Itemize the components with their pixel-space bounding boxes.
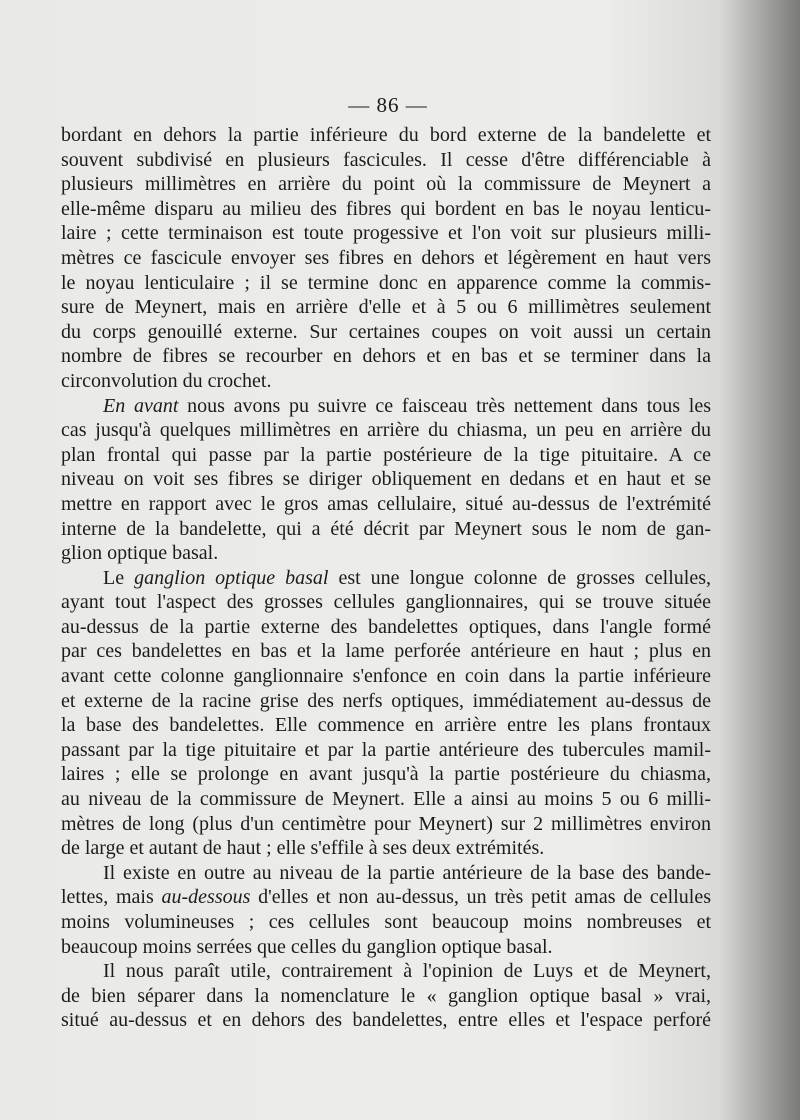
italic-phrase: En avant (103, 394, 179, 417)
text-line: moins volumineuses ; ces cellules sont beaucoup moins nombreuses et (61, 911, 711, 933)
text-line: sure de Meynert, mais en arrière d'elle et à 5 ou 6 millimètres seulement (61, 296, 711, 319)
text-line: laires ; elle se prolonge en avant jusqu'à la partie postérieure du chiasma, (61, 763, 711, 786)
text-line: par ces bandelettes en bas et la lame perforée antérieure en haut ; plus en (61, 640, 711, 663)
text-line: situé au-dessus et en dehors des bandelettes, entre elles et l'espace perforé (61, 1009, 711, 1032)
paragraph-start-line: Il nous paraît utile, contrairement à l'opinion de Luys et de Meynert, (103, 960, 711, 983)
text-line: plan frontal qui passe par la partie postérieure de la tige pituitaire. A ce (61, 443, 711, 466)
italic-phrase: au-dessous (161, 886, 251, 909)
body-text (61, 123, 711, 1033)
text-line: ayant tout l'aspect des grosses cellules ganglionnaires, qui se trouve située (61, 591, 711, 614)
text-line: elle-même disparu au milieu des fibres qui bordent en bas le noyau lenticu- (61, 197, 711, 220)
paragraph-start-line: En avant nous avons pu suivre ce faisceau très nettement dans tous les (103, 394, 711, 417)
text-line: le noyau lenticulaire ; il se termine donc en apparence comme la commis- (61, 271, 711, 294)
paragraph-end-line: de large et autant de haut ; elle s'effile à ses deux extrémités. (61, 837, 545, 860)
text-line: souvent subdivisé en plusieurs fascicules. Il cesse d'être différenciable à (61, 148, 711, 171)
page-number: — 86 — (348, 93, 428, 117)
paragraph-end-line: circonvolution du crochet. (61, 369, 272, 392)
text-line: passant par la tige pituitaire et par la partie antérieure des tubercules mamil- (61, 738, 711, 761)
text-line: de bien séparer dans la nomenclature le « ganglion optique basal » vrai, (61, 984, 711, 1007)
paragraph-start-line: Il existe en outre au niveau de la partie antérieure de la base des bande- (103, 861, 711, 884)
text-line: nombre de fibres se recourber en dehors et en bas et se terminer dans la (61, 345, 711, 368)
text-line: la base des bandelettes. Elle commence en arrière entre les plans frontaux (61, 714, 711, 737)
paragraph-start-line: Le ganglion optique basal est une longue colonne de grosses cellules, (103, 566, 712, 589)
text-line: mètres ce fascicule envoyer ses fibres en dehors et légèrement en haut vers (61, 246, 711, 269)
text-line: au-dessus de la partie externe des bandelettes optiques, dans l'angle formé (61, 615, 711, 638)
text-line: mètres de long (plus d'un centimètre pour Meynert) sur 2 millimètres environ (61, 812, 711, 835)
text-line: niveau on voit ses fibres se diriger obliquement en dedans et en haut et se (61, 468, 711, 491)
text-line: lettes, mais au-dessous d'elles et non au-dessus, un très petit amas de cellules (61, 886, 711, 909)
italic-phrase: ganglion optique basal (134, 566, 329, 589)
text-line: cas jusqu'à quelques millimètres en arrière du chiasma, un peu en arrière du (61, 419, 711, 442)
text-line: au niveau de la commissure de Meynert. Elle a ainsi au moins 5 ou 6 milli- (61, 788, 711, 811)
text-line: interne de la bandelette, qui a été décrit par Meynert sous le nom de gan- (61, 517, 711, 540)
text-line: avant cette colonne ganglionnaire s'enfonce en coin dans la partie inférieure (61, 665, 711, 688)
paragraph-end-line: beaucoup moins serrées que celles du ganglion optique basal. (61, 935, 553, 958)
text-line: et externe de la racine grise des nerfs optiques, immédiatement au-dessus de (61, 689, 711, 712)
text-line: du corps genouillé externe. Sur certaines coupes on voit aussi un certain (61, 320, 711, 343)
paragraph-end-line: glion optique basal. (61, 542, 219, 565)
text-line: plusieurs millimètres en arrière du point où la commissure de Meynert a (61, 173, 711, 196)
text-line: bordant en dehors la partie inférieure du bord externe de la bandelette et (61, 124, 711, 146)
text-line: laire ; cette terminaison est toute progessive et l'on voit sur plusieurs milli- (61, 222, 711, 245)
text-line: mettre en rapport avec le gros amas cellulaire, situé au-dessus de l'extrémité (61, 492, 711, 515)
